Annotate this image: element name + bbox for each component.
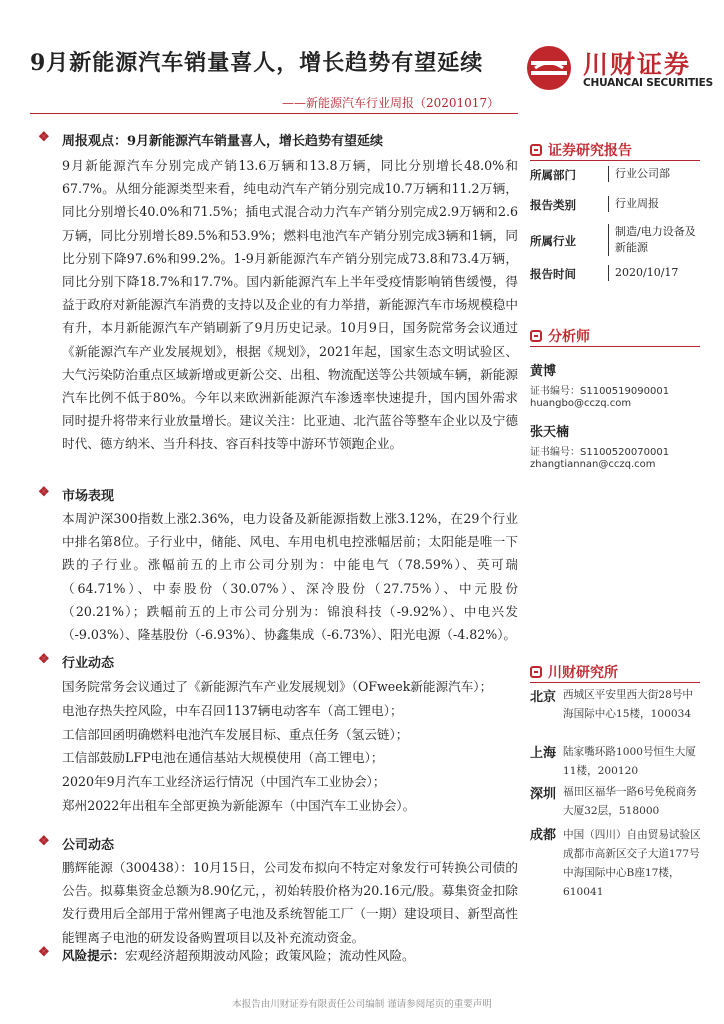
market-heading: 市场表现 <box>62 489 115 504</box>
diamond-bullet-icon: ❖ <box>38 834 50 849</box>
list-item: 工信部回函明确燃料电池汽车发展目标、重点任务（氢云链）； <box>62 726 409 742</box>
analyst-email[interactable]: zhangtiannan@cczq.com <box>530 459 656 470</box>
analyst-cert: 证书编号：S1100520070001 <box>530 447 670 458</box>
info-value-date: 2020/10/17 <box>608 265 707 281</box>
office-address: 陆家嘴环路1000号恒生大厦11楼，200120 <box>563 746 696 777</box>
info-label-department: 所属部门 <box>530 168 576 182</box>
weekly-view-heading: 周报观点：9月新能源汽车销量喜人，增长趋势有望延续 <box>62 134 384 149</box>
analysts-heading: 分析师 <box>530 326 590 346</box>
office-address: 西城区平安里西大街28号中海国际中心15楼，100034 <box>563 689 694 720</box>
risk-label: 风险提示： <box>62 948 125 963</box>
office-city: 上海 <box>530 746 557 761</box>
report-title: 9月新能源汽车销量喜人，增长趋势有望延续 <box>30 50 484 76</box>
office-city: 成都 <box>530 828 557 843</box>
header-divider <box>30 113 518 114</box>
risk-text: 宏观经济超预期波动风险；政策风险；流动性风险。 <box>124 948 415 963</box>
institute-heading: 川财研究所 <box>530 662 618 682</box>
institute-divider <box>530 682 700 683</box>
market-body: 本周沪深300指数上涨2.36%，电力设备及新能源指数上涨3.12%，在29个行业中排名第8位。子行业中，储能、风电、车用电机电控涨幅居前；太阳能是唯一下跌的子行业。涨幅前五的上市公司分别为：中能电气（78.59%）、英可瑞（64.71%）、中泰股份（30.07%）、深冷股份（27.75%）、中元股份（20.21%）；跌幅前五的上市公司分别为：锦浪科技（-9.92%）、中电兴发（-9.03%）、隆基股份（-6.93%）、协鑫集成（-6.73%）、阳光电源（-4.82%）。 <box>62 511 518 643</box>
company-logo <box>525 44 713 92</box>
weekly-view-body: 9月新能源汽车分别完成产销13.6万辆和13.8万辆，同比分别增长48.0%和67.7%。从细分能源类型来看，纯电动汽车产销分别完成10.7万辆和11.2万辆，同比分别增长40.0%和71.5%；插电式混合动力汽车产销分别完成2.9万辆和2.6万辆，同比分别增长89.5%和53.9%；燃料电池汽车产销分别完成3辆和1辆，同比分别下降97.6%和99.2%。1-9月新能源汽车产销分别完成73.8和73.4万辆，同比分别下降18.7%和17.7%。国内新能源汽车上半年受疫情影响销售缓慢，得益于政府对新能源汽车消费的支持以及企业的有力举措，新能源汽车市场规模稳中有升，本月新能源汽车产销刷新了9月历史记录。10月9日，国务院常务会议通过《新能源汽车产业发展规划》，根据《规划》，2021年起，国家生态文明试验区、大气污染防治重点区域新增或更新公交、出租、物流配送等公共领域车辆，新能源汽车比例不低于80%。今年以来欧洲新能源汽车渗透率快速提升，国内国外需求同时提升将带来行业放量增长。建议关注：比亚迪、北汽蓝谷等整车企业以及宁德时代、德方纳米、当升科技、容百科技等中游环节领跑企业。 <box>62 158 518 452</box>
company-news-heading: 公司动态 <box>62 838 115 853</box>
list-item: 郑州2022年出租车全部更换为新能源车（中国汽车工业协会）。 <box>62 797 416 813</box>
logo-name-en: CHUANCAI SECURITIES <box>583 77 713 89</box>
office-city: 北京 <box>530 690 557 705</box>
list-item: 电池存热失控风险，中车召回1137辆电动客车（高工锂电）； <box>62 702 403 718</box>
info-value-department: 行业公司部 <box>608 166 707 182</box>
company-news-body: 鹏辉能源（300438）：10月15日，公司发布拟向不特定对象发行可转换公司债的公告。拟募集资金总额为8.90亿元，，初始转股价格为20.16元/股。募集资金扣除发行费用后全部用于常州锂离子电池及系统智能工厂（一期）建设项目、新型高性能锂离子电池的研发设备购置项目以及补充流动资金。 <box>62 860 518 945</box>
report-info-heading: 证券研究报告 <box>530 140 632 160</box>
info-label-industry: 所属行业 <box>530 234 576 248</box>
info-value-category: 行业周报 <box>608 196 707 212</box>
risk-line <box>62 945 415 964</box>
office-address: 中国（四川）自由贸易试验区成都市高新区交子大道177号中海国际中心B座17楼，610041 <box>563 829 701 898</box>
diamond-bullet-icon: ❖ <box>38 652 50 667</box>
diamond-bullet-icon: ❖ <box>38 945 50 960</box>
list-item: 国务院常务会议通过了《新能源汽车产业发展规划》（OFweek新能源汽车）； <box>62 679 493 694</box>
office-city: 深圳 <box>530 787 557 802</box>
industry-news-list <box>62 675 518 818</box>
info-label-category: 报告类别 <box>530 198 576 212</box>
office-address: 福田区福华一路6号免税商务大厦32层，518000 <box>563 786 697 817</box>
analyst-email[interactable]: huangbo@cczq.com <box>530 398 632 409</box>
report-subtitle: ——新能源汽车行业周报（20201017） <box>282 96 500 110</box>
analyst-name: 张天楠 <box>530 425 570 440</box>
document-icon <box>530 144 542 156</box>
logo-name-cn: 川财证券 <box>583 50 692 79</box>
list-item: 2020年9月汽车工业经济运行情况（中国汽车工业协会）； <box>62 774 386 790</box>
analyst-cert: 证书编号：S1100519090001 <box>530 386 670 397</box>
report-info-divider <box>530 160 700 161</box>
info-label-date: 报告时间 <box>530 267 576 281</box>
diamond-bullet-icon: ❖ <box>38 130 50 145</box>
industry-news-heading: 行业动态 <box>62 656 115 671</box>
analyst-name: 黄博 <box>530 364 557 379</box>
person-icon <box>530 330 542 342</box>
page-footer: 本报告由川财证券有限责任公司编制 谨请参阅尾页的重要声明 <box>232 999 492 1010</box>
diamond-bullet-icon: ❖ <box>38 485 50 500</box>
building-icon <box>530 666 542 678</box>
chuancai-logo-icon <box>525 44 573 92</box>
analysts-divider <box>530 346 700 347</box>
info-value-industry: 制造/电力设备及新能源 <box>608 224 699 256</box>
list-item: 工信部鼓励LFP电池在通信基站大规模使用（高工锂电）； <box>62 750 384 766</box>
